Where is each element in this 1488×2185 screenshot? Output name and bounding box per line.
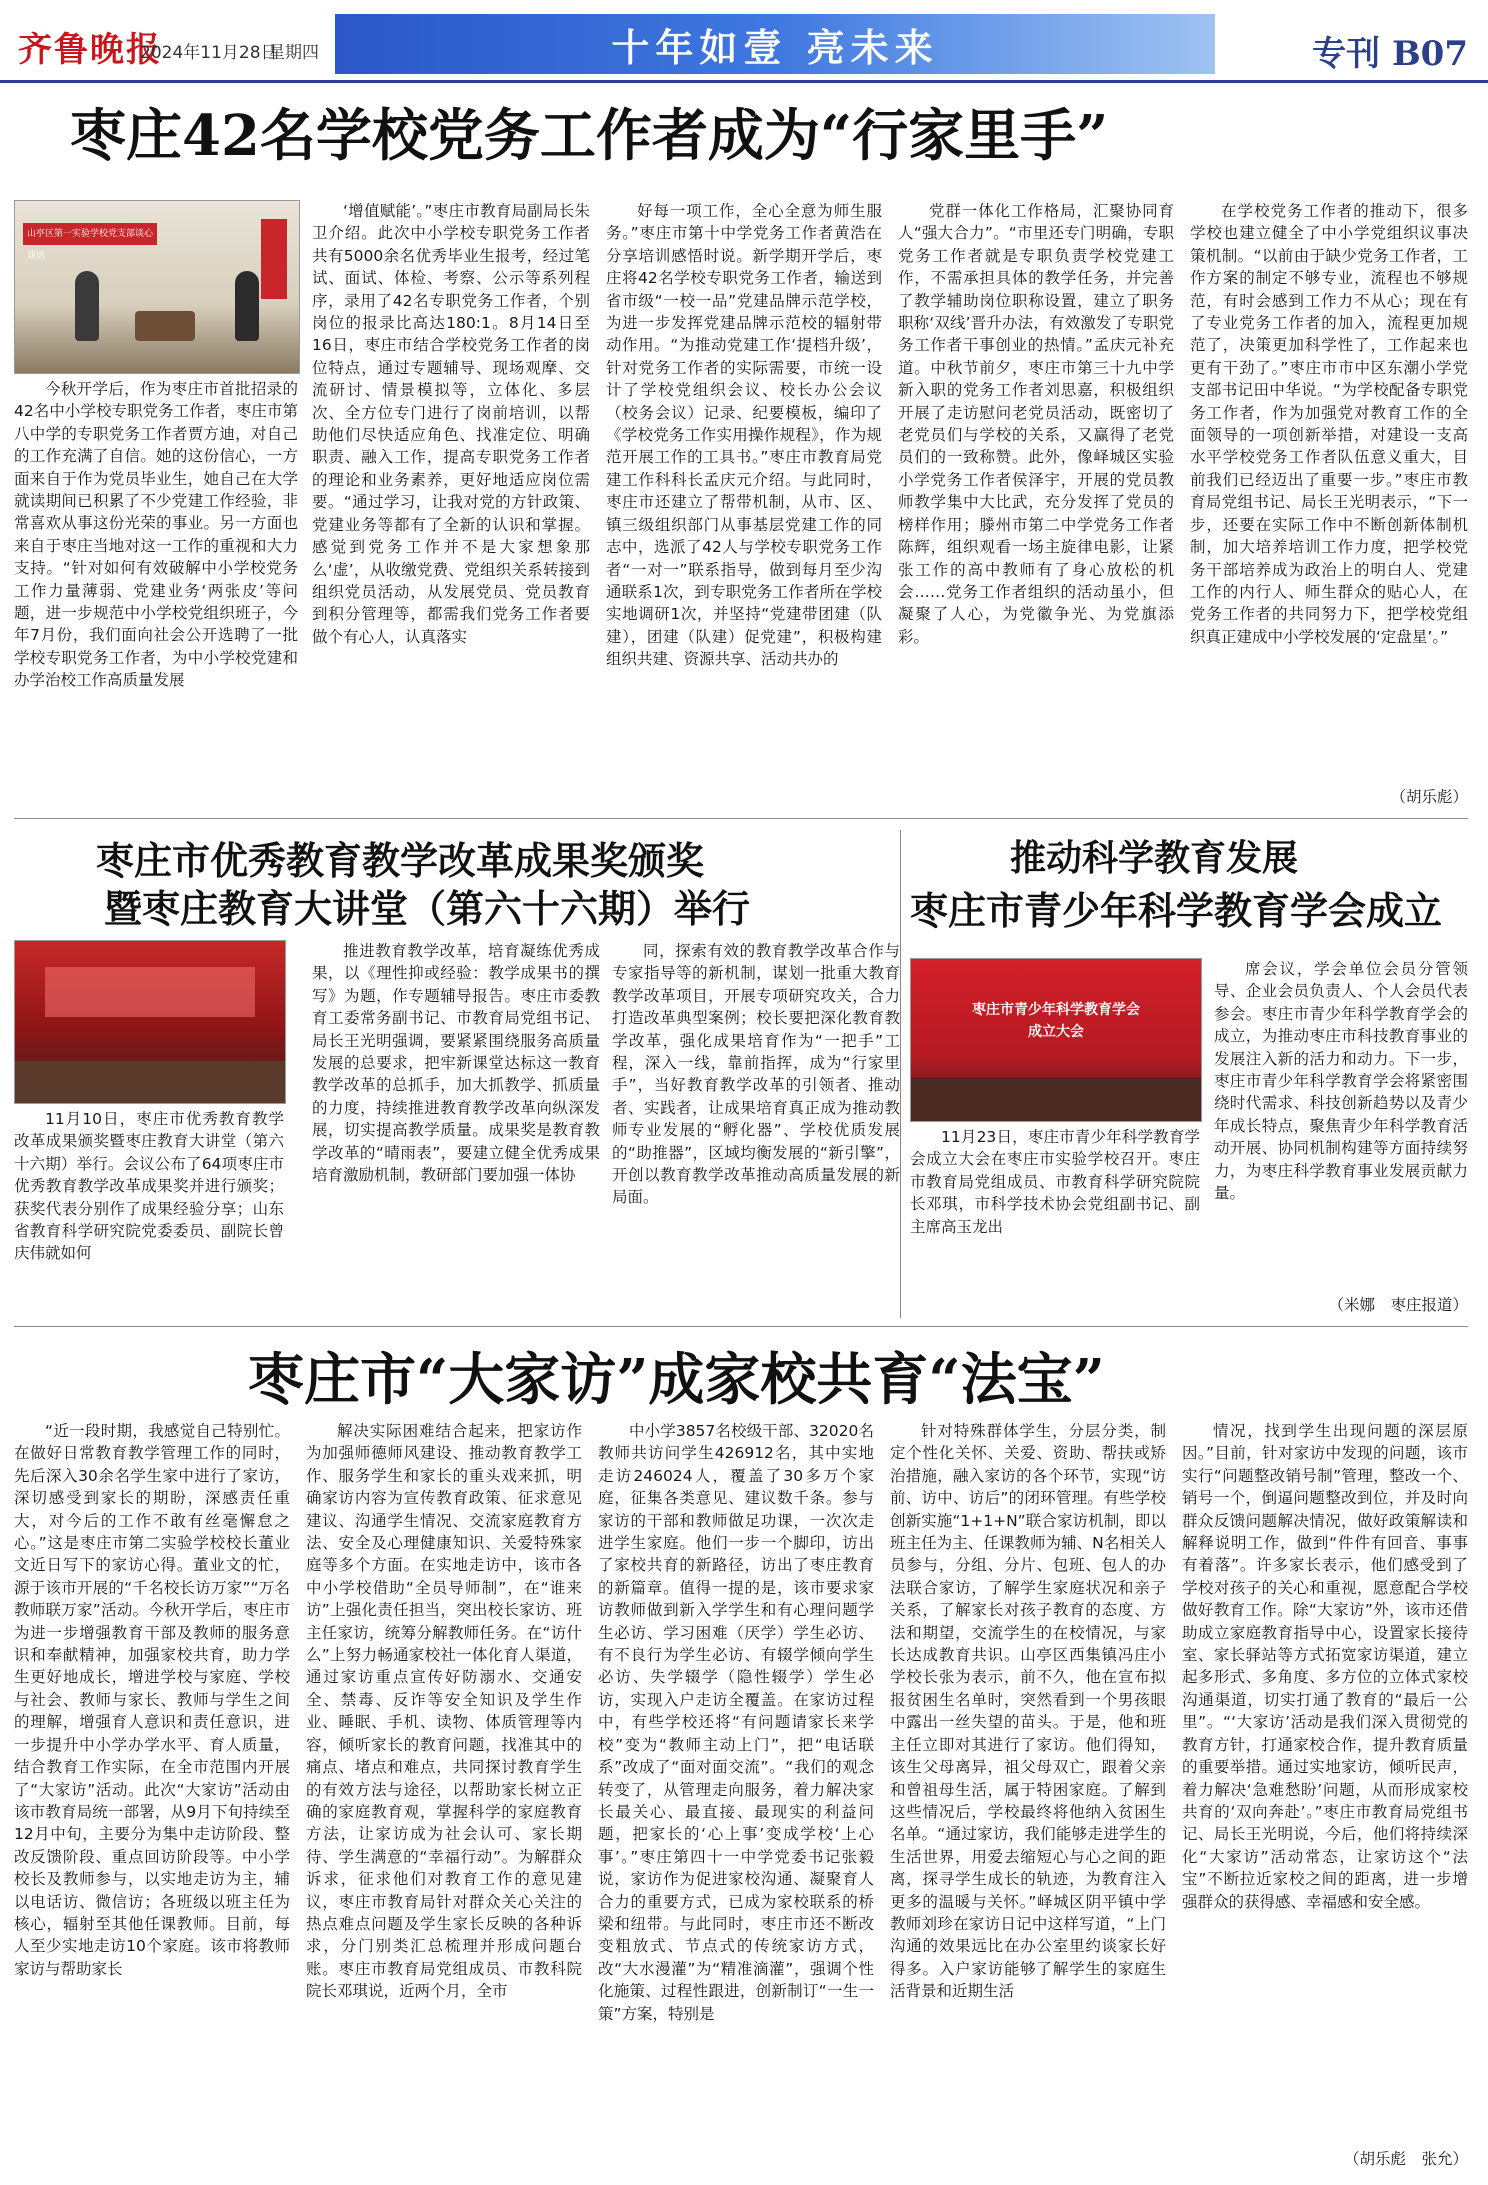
article1-photo [14,200,300,374]
issue-weekday: 星期四 [268,43,319,63]
desk-shape [135,311,195,341]
article3-column-2: 席会议，学会单位会员分管领导、企业会员负责人、个人会员代表参会。枣庄市青少年科学教育学会的成立，为推动枣庄市科技教育事业的发展注入新的活力和动力。下一步，枣庄市青少年科学教育学会将紧密围绕时代需求、科技创新趋势以及青少年成长特点，聚焦青少年科学教育活动开展、协同机制构建等方面持续努力，为枣庄科学教育事业发展贡献力量。 [1214,960,1468,1203]
article1-byline: （胡乐彪） [1390,788,1468,806]
stage-screen [45,967,255,1017]
newspaper-logo: 齐鲁晚报 [18,30,162,70]
article1-column-1: 今秋开学后，作为枣庄市首批招录的42名中小学校专职党务工作者，枣庄市第八中学的专职党务工作者贾方迪，对自己的工作充满了自信。她的这份信心，一方面来自于作为党员毕业生，她自己在大学就读期间已积累了不少党建工作经验，非常喜欢从事这份光荣的事业。另一方面也来自于枣庄当地对这一工作的重视和大力支持。“针对如何有效破解中小学校党务工作力量薄弱、党建业务‘两张皮’等问题，进一步规范中小学校党组织班子，今年7月份，我们面向社会公开选聘了一批学校专职党务工作者，为中小学校党建和办学治校工作高质量发展 [14,380,298,690]
audience-shape [911,1077,1201,1121]
divider [14,818,1468,819]
article4-byline: （胡乐彪 张允） [1343,2150,1468,2168]
issue-date: 2024年11月28日 [140,43,278,63]
article2-headline-line1: 枣庄市优秀教育教学改革成果奖颁奖 [96,838,705,883]
article1-column-5: 在学校党务工作者的推动下，很多学校也建立健全了中小学党组织议事决策机制。“以前由于缺少党务工作者，工作方案的制定不够专业，流程也不够规范，有时会感到工作力不从心；现在有了专业党务工作者的加入，流程更加规范了，决策更加科学性了，工作起来也更有干劲了。”枣庄市市中区东潮小学党支部书记田中华说。“为学校配备专职党务工作者，作为加强党对教育工作的全面领导的一项创新举措，对建设一支高水平学校党务工作者队伍意义重大，目前我们已经迈出了重要一步。”枣庄市教育局党组书记、局长王光明表示，“下一步，还要在实际工作中不断创新体制机制，加大培养培训工作力度，把学校党务干部培养成为政治上的明白人、党建工作的内行人、师生群众的贴心人，在党务工作者的共同努力下，把学校党组织真正建成中小学校发展的‘定盘星’。” [1190,202,1468,646]
masthead-banner [335,14,1215,74]
photo-stage-title-2: 成立大会 [1028,1024,1084,1040]
article2-column-2: 推进教育教学改革，培育凝练优秀成果，以《理性抑或经验：教学成果书的撰写》为题，作专题辅导报告。枣庄市委教育工委常务副书记、市教育局党组书记、局长王光明强调，要紧紧围绕服务高质量发展的总要求，把牢新课堂达标这一教育教学改革的总抓手，加大抓教学、抓质量的力度，持续推进教育教学改革向纵深发展，切实提高教学质量。成果奖是教育教学改革的“晴雨表”，要建立健全优秀成果培育激励机制，教研部门要加强一体协 [312,942,600,1185]
article1-column-2: ‘增值赋能’。”枣庄市教育局副局长朱卫介绍。此次中小学校专职党务工作者共有5000余名优秀毕业生报考，经过笔试、面试、体检、考察、公示等系列程序，录用了42名专职党务工作者，个别岗位的报录比高达180:1。8月14日至16日，枣庄市结合学校党务工作者的岗位特点，通过专题辅导、现场观摩、交流研讨、情景模拟等，立体化、多层次、全方位专门进行了岗前培训，以帮助他们尽快适应角色、找准定位、明确职责、融入工作，提高专职党务工作者的理论和业务素养，更好地适应岗位需要。“通过学习，让我对党的方针政策、党建业务等都有了全新的认识和掌握。感觉到党务工作并不是大家想象那么‘虚’，从收缴党费、党组织关系转接到组织党员活动，从发展党员、党员教育到积分管理等，都需我们党务工作者要做个有心人，认真落实 [312,202,590,646]
article3-photo [910,958,1202,1122]
article4-column-5: 情况，找到学生出现问题的深层原因。”目前，针对家访中发现的问题，该市实行“问题整改销号制”管理，整改一个、销号一个，倒逼问题整改到位，并及时向群众反馈问题解决情况，做好政策解读和解释说明工作，做到“件件有回音、事事有着落”。许多家长表示，他们感受到了学校对孩子的关心和重视，愿意配合学校做好教育工作。除“大家访”外，该市还借助成立家庭教育指导中心，设置家长接待室、家长驿站等方式拓宽家访渠道，建立起多形式、多角度、多方位的立体式家校沟通渠道，切实打通了教育的“最后一公里”。“‘大家访’活动是我们深入贯彻党的教育方针，打通家校合作，提升教育质量的重要举措。通过实地家访，倾听民声，着力解决‘急难愁盼’问题，从而形成家校共育的‘双向奔赴’。”枣庄市教育局党组书记、局长王光明说，今后，他们将持续深化“大家访”活动常态，让家访这个“法宝”不断拉近家校之间的距离，进一步增强群众的获得感、幸福感和安全感。 [1182,1422,1468,1911]
article2-headline-line2: 暨枣庄教育大讲堂（第六十六期）举行 [104,886,751,931]
article2-column-1: 11月10日，枣庄市优秀教育教学改革成果颁奖暨枣庄教育大讲堂（第六十六期）举行。会议公布了64项枣庄市优秀教育教学改革成果奖并进行颁奖；获奖代表分别作了成果经验分享；山东省教育科学研究院党委委员、副院长曾庆伟就如何 [14,1110,284,1263]
divider [14,1326,1468,1327]
person-figure-left [75,271,99,341]
article4-column-3: 中小学3857名校级干部、32020名教师共访问学生426912名，其中实地走访246024人，覆盖了30多万个家庭，征集各类意见、建议数千条。参与家访的干部和教师做足功课，一次次走进学生家庭。他们一步一个脚印，访出了家校共育的新路径，访出了枣庄教育的新篇章。值得一提的是，该市要求家访教师做到新入学学生和有心理问题学生必访、学习困难（厌学）学生必访、有不良行为学生必访、有辍学倾向学生必访、失学辍学（隐性辍学）学生必访，实现入户走访全覆盖。在家访过程中，有些学校还将“有问题请家长来学校”变为“教师主动上门”，把“电话联系”改成了“面对面交流”。“我们的观念转变了，从管理走向服务，着力解决家长最关心、最直接、最现实的利益问题，把家长的‘心上事’变成学校‘上心事’。”枣庄第四十一中学党委书记张毅说，家访作为促进家校沟通、凝聚育人合力的重要方式，已成为家校联系的桥梁和纽带。与此同时，枣庄市还不断改变粗放式、节点式的传统家访方式，改“大水漫灌”为“精准滴灌”，强调个性化施策、过程性跟进，创新制订“一生一策”方案，特别是 [598,1422,874,2023]
section-label: 专刊 B07 [1312,34,1468,74]
banner-text: 十年如壹 亮未来 [611,25,939,70]
article4-column-1: “近一段时期，我感觉自己特别忙。在做好日常教育教学管理工作的同时，先后深入30余名学生家中进行了家访，深切感受到家长的期盼，深感责任重大，对今后的工作不敢有丝毫懈怠之心。”这是枣庄市第二实验学校校长董业文近日写下的家访心得。董业文的忙，源于该市开展的“千名校长访万家”“万名教师联万家”活动。今秋开学后，枣庄市为进一步增强教育干部及教师的服务意识和奉献精神，加强家校共育，助力学生更好地成长，增进学校与家庭、学校与社会、教师与家长、教师与学生之间的理解，增强育人意识和责任意识，进一步提升中小学办学水平、育人质量，结合教育工作实际，在全市范围内开展了“大家访”活动。此次“大家访”活动由该市教育局统一部署，从9月下旬持续至12月中旬，主要分为集中走访阶段、整改反馈阶段、重点回访阶段等。中小学校长及教师参与，以实地走访为主，辅以电话访、微信访；各班级以班主任为核心，辐射至其他任课教师。目前，每人至少实地走访10个家庭。该市将教师家访与帮助家长 [14,1422,290,1978]
article2-column-3: 同，探索有效的教育教学改革合作与专家指导等的新机制，谋划一批重大教育教学改革项目，开展专项研究攻关，合力打造改革典型案例；校长要把深化教育教学改革，强化成果培育作为“一把手”工程，深入一线，靠前指挥，成为“行家里手”，当好教育教学改革的引领者、推动者、实践者，让成果培育真正成为推动教师专业发展的“孵化器”、学校优质发展的“助推器”，区域均衡发展的“新引擎”，开创以教育教学改革推动高质量发展的新局面。 [612,942,900,1207]
photo-stage-title-1: 枣庄市青少年科学教育学会 [972,1002,1140,1018]
article1-column-4: 党群一体化工作格局，汇聚协同育人“强大合力”。“市里还专门明确，专职党务工作者就是专职负责学校党建工作，不需承担具体的教学任务，并完善了教学辅助岗位职称设置，建立了职务职称‘双线’晋升办法，有效激发了专职党务工作者干事创业的热情。”孟庆元补充道。中秋节前夕，枣庄市第三十九中学新入职的党务工作者刘思嘉，积极组织开展了走访慰问老党员活动，既密切了老党员们与学校的关系，又赢得了老党员们的一致称赞。此外，像峄城区实验小学党务工作者侯泽宇，开展的党员教师教学集中大比武，充分发挥了党员的榜样作用；滕州市第二中学党务工作者陈辉，组织观看一场主旋律电影，让紧张工作的高中教师有了身心放松的机会……党务工作者组织的活动虽小，但凝聚了人心，为党徽争光、为党旗添彩。 [898,202,1174,646]
article1-headline: 枣庄42名学校党务工作者成为“行家里手” [70,103,1109,169]
photo-caption-banner: 山亭区第一实验学校党支部谈心谈话 [23,223,157,245]
article3-byline: （米娜 枣庄报道） [1328,1296,1468,1314]
article2-photo [14,940,286,1104]
masthead [0,0,1488,83]
stage-floor [15,1061,285,1103]
article3-column-1: 11月23日，枣庄市青少年科学教育学会成立大会在枣庄市实验学校召开。枣庄市教育局党组成员、市教育科学研究院院长邓琪，市科学技术协会党组副书记、副主席高玉龙出 [910,1128,1200,1236]
article4-column-2: 解决实际困难结合起来，把家访作为加强师德师风建设、推动教育教学工作、服务学生和家长的重头戏来抓，明确家访内容为宣传教育政策、征求意见建议、沟通学生情况、交流家庭教育方法、安全及心理健康知识、关爱特殊家庭等多个方面。在实地走访中，该市各中小学校借助“全员导师制”，在“谁来访”上强化责任担当，突出校长家访、班主任家访，统筹分解教师任务。在“访什么”上努力畅通家校社一体化育人渠道，通过家访重点宣传好防溺水、交通安全、禁毒、反诈等安全知识及学生作业、睡眠、手机、读物、体质管理等内容，倾听家长的教育问题，找准其中的痛点、堵点和难点，共同探讨教育学生的有效方法与途径，以帮助家长树立正确的家庭教育观，掌握科学的家庭教育方法，让家访成为社会认可、家长期待、学生满意的“幸福行动”。为解群众诉求，征求他们对教育工作的意见建议，枣庄市教育局针对群众关心关注的热点难点问题及学生家长反映的各种诉求，分门别类汇总梳理并形成问题台账。枣庄市教育局党组成员、市教科院院长邓琪说，近两个月，全市 [306,1422,582,2001]
article3-headline-line2: 枣庄市青少年科学教育学会成立 [910,888,1443,933]
person-figure-right [235,271,259,341]
article3-headline-line1: 推动科学教育发展 [1010,837,1299,879]
flag-shape [261,219,287,299]
article1-column-3: 好每一项工作，全心全意为师生服务。”枣庄市第十中学党务工作者黄浩在分享培训感悟时说。新学期开学后，枣庄将42名学校专职党务工作者，输送到省市级“一校一品”党建品牌示范学校，为进一步发挥党建品牌示范校的辐射带动作用。“为推动党建工作‘提档升级’，针对党务工作者的实际需要，市统一设计了学校党组织会议、校长办公会议（校务会议）记录、纪要模板，编印了《学校党务工作实用操作规程》，作为规范开展工作的工具书。”枣庄市教育局党建工作科科长孟庆元介绍。与此同时，枣庄市还建立了帮带机制，从市、区、镇三级组织部门从事基层党建工作的同志中，选派了42人与学校专职党务工作者“一对一”联系指导，做到每月至少沟通联系1次，到专职党务工作者所在学校实地调研1次，并坚持“党建带团建（队建），团建（队建）促党建”，积极构建组织共建、资源共享、活动共办的 [606,202,882,669]
vertical-divider [900,830,901,1318]
article4-column-4: 针对特殊群体学生，分层分类，制定个性化关怀、关爱、资助、帮扶或矫治措施，融入家访的各个环节，实现“访前、访中、访后”的闭环管理。有些学校创新实施“1+1+N”联合家访机制，即以班主任为主、任课教师为辅、N名相关人员参与，分组、分片、包班、包人的办法联合家访，了解学生家庭状况和亲子关系，了解家长对孩子教育的态度、方法和期望，交流学生的在校情况，与家长达成教育共识。山亭区西集镇冯庄小学校长张为表示，前不久，他在宣布拟报贫困生名单时，突然看到一个男孩眼中露出一丝失望的苗头。于是，他和班主任立即对其进行了家访。他们得知，该生父母离异，祖父母双亡，跟着父亲和曾祖母生活，属于特困家庭。了解到这些情况后，学校最终将他纳入贫困生名单。“通过家访，我们能够走进学生的生活世界，用爱去缩短心与心之间的距离，探寻学生成长的轨迹，为教育注入更多的温暖与关怀。”峄城区阴平镇中学教师刘珍在家访日记中这样写道，“上门沟通的效果远比在办公室里约谈家长好得多。入户家访能够了解学生的家庭生活背景和近期生活 [890,1422,1166,2001]
article4-headline: 枣庄市“大家访”成家校共育“法宝” [248,1347,1105,1413]
